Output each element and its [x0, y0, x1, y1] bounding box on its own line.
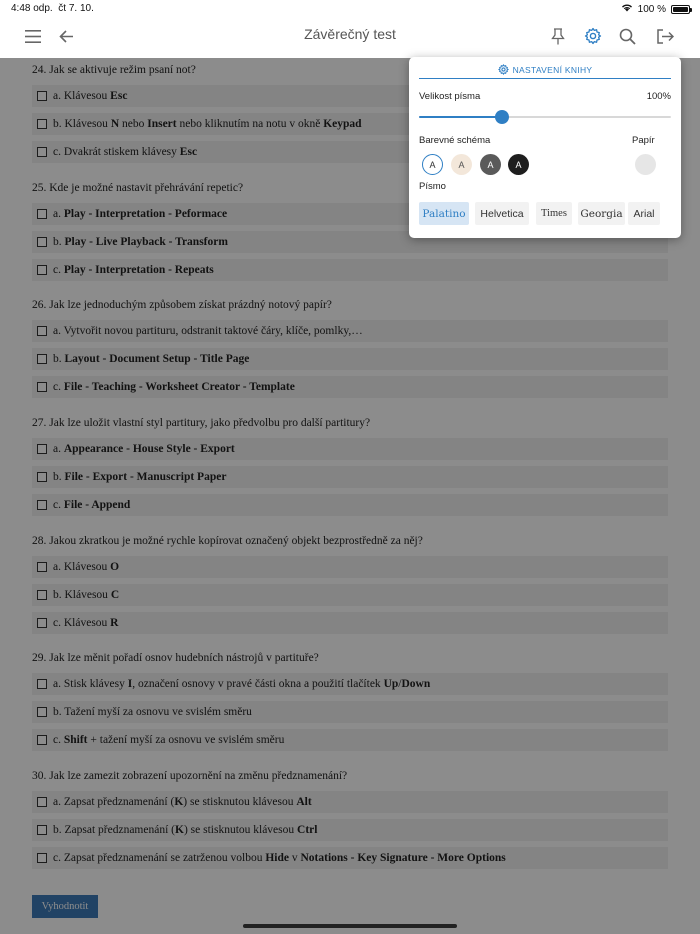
question-text: 30. Jak lze zamezit zobrazení upozornění na změnu předznamenání? [32, 770, 348, 782]
battery-icon [671, 5, 690, 14]
answer-text-segment: Keypad [323, 118, 362, 130]
answer-text-segment: a. Stisk klávesy [53, 678, 128, 690]
answer-text-segment: C [110, 589, 120, 601]
answer-text-segment: File - Export - Manuscript Paper [64, 471, 227, 483]
answer-text-segment: + tažení myší za osnovu ve svislém směru [87, 734, 285, 746]
answer-text-segment: File - Append [63, 499, 131, 511]
question-text: 24. Jak se aktivuje režim psaní not? [32, 64, 196, 76]
font-option-palatino[interactable]: Palatino [419, 202, 469, 225]
answer-text-segment: b. [53, 236, 65, 248]
battery-percent: 100 % [637, 3, 666, 15]
answer-text-segment: c. [53, 734, 64, 746]
answer-text-segment: nebo [119, 118, 148, 130]
answer-text-segment: a. [53, 208, 64, 220]
book-settings-popover [409, 57, 681, 238]
color-scheme-label: Barevné schéma [419, 135, 491, 146]
color-scheme-gray[interactable]: A [480, 154, 501, 175]
slider-fill [419, 116, 502, 118]
paper-option[interactable] [635, 154, 656, 175]
answer-text-segment: K [174, 796, 184, 808]
answer-text-segment: Appearance - House Style - Export [63, 443, 235, 455]
font-option-arial[interactable]: Arial [628, 202, 660, 225]
answer-text-segment: nebo kliknutím na notu v okně [176, 118, 324, 130]
answer-text-segment: / [398, 678, 402, 690]
answer-text-segment: N [110, 118, 120, 130]
answer-text-segment: Play - Live Playback - Transform [64, 236, 228, 248]
answer-text-segment: ) se stisknutou klávesou [183, 796, 297, 808]
submit-button[interactable]: Vyhodnotit [32, 895, 98, 918]
answer-text-segment: I [127, 678, 133, 690]
popover-header [419, 61, 671, 79]
answer-text-segment: v [288, 852, 301, 864]
wifi-icon [621, 3, 633, 15]
answer-text-segment: Layout - Document Setup - Title Page [64, 353, 250, 365]
answer-text-segment: a. Vytvořit novou partituru, odstranit taktové čáry, klíče, pomlky,… [53, 325, 363, 337]
divider [419, 78, 671, 79]
question-text: 27. Jak lze uložit vlastní styl partitury, jako předvolbu pro další partitury? [32, 417, 371, 429]
font-option-times[interactable]: Times [536, 202, 572, 225]
answer-text-segment: Esc [179, 146, 198, 158]
question-text: 25. Kde je možné nastavit přehrávání repetic? [32, 182, 244, 194]
answer-text-segment: File - Teaching - Worksheet Creator - Template [63, 381, 295, 393]
answer-text-segment: a. Klávesou [53, 561, 111, 573]
answer-text-segment: c. [53, 381, 64, 393]
question-text: 26. Jak lze jednoduchým způsobem získat prázdný notový papír? [32, 299, 332, 311]
date: čt 7. 10. [58, 3, 94, 14]
answer-text-segment: Ctrl [297, 824, 318, 836]
font-option-georgia[interactable]: Georgia [578, 202, 625, 225]
answer-text-segment: Play - Interpretation - Peformace [63, 208, 228, 220]
settings-gear-icon [498, 64, 509, 77]
answer-text-segment: c. [53, 499, 64, 511]
exit-icon[interactable] [653, 24, 677, 48]
answer-text-segment: Notations - Key Signature - More Options [300, 852, 506, 864]
clock: 4:48 odp. [11, 3, 53, 14]
answer-text-segment: Hide [265, 852, 289, 864]
color-scheme-white[interactable]: A [422, 154, 443, 175]
font-label: Písmo [419, 181, 446, 192]
question-text: 29. Jak lze měnit pořadí osnov hudebních nástrojů v partituře? [32, 652, 319, 664]
answer-text-segment: b. [53, 471, 65, 483]
font-option-helvetica[interactable]: Helvetica [475, 202, 529, 225]
answer-text-segment: b. Klávesou [53, 589, 111, 601]
answer-text-segment: , označení osnovy v pravé části okna a použití tlačítek [132, 678, 384, 690]
popover-title: NASTAVENÍ KNIHY [512, 65, 593, 75]
font-size-slider[interactable] [419, 116, 671, 118]
page-title: Závěrečný test [304, 26, 396, 42]
answer-text-segment: b. Klávesou [53, 118, 111, 130]
status-bar [0, 0, 700, 18]
answer-text-segment: Alt [296, 796, 312, 808]
answer-text-segment: b. Tažení myší za osnovu ve svislém směru [53, 706, 252, 718]
answer-text-segment: K [174, 824, 184, 836]
paper-label: Papír [632, 135, 655, 146]
answer-text-segment: a. Klávesou [53, 90, 111, 102]
answer-text-segment: a. [53, 443, 64, 455]
answer-text-segment: c. Dvakrát stiskem klávesy [53, 146, 180, 158]
answer-text-segment: Down [401, 678, 431, 690]
answer-text-segment: c. Zapsat předznamenání se zatrženou volbou [53, 852, 266, 864]
answer-text-segment: c. Klávesou [53, 617, 111, 629]
font-size-label: Velikost písma [419, 91, 481, 102]
settings-gear-icon[interactable] [581, 24, 605, 48]
answer-text-segment: a. Zapsat předznamenání ( [53, 796, 175, 808]
status-time [11, 3, 94, 14]
answer-text-segment: R [110, 617, 119, 629]
answer-text-segment: c. [53, 264, 64, 276]
answer-text-segment: Shift [63, 734, 88, 746]
font-size-value: 100% [646, 91, 671, 102]
answer-text-segment: ) se stisknutou klávesou [183, 824, 298, 836]
answer-text-segment: b. Zapsat předznamenání ( [53, 824, 175, 836]
answer-text-segment: b. [53, 353, 65, 365]
answer-text-segment: Play - Interpretation - Repeats [63, 264, 214, 276]
color-scheme-sepia[interactable]: A [451, 154, 472, 175]
question-text: 28. Jakou zkratkou je možné rychle kopírovat označený objekt bezprostředně za něj? [32, 535, 423, 547]
answer-text-segment: O [110, 561, 120, 573]
color-scheme-black[interactable]: A [508, 154, 529, 175]
answer-text-segment: Up [383, 678, 399, 690]
bookmark-pin-icon[interactable] [546, 24, 570, 48]
answer-text-segment: Insert [147, 118, 177, 130]
slider-thumb[interactable] [495, 110, 509, 124]
search-icon[interactable] [615, 24, 639, 48]
answer-text-segment: Esc [110, 90, 128, 102]
home-indicator [243, 924, 457, 928]
